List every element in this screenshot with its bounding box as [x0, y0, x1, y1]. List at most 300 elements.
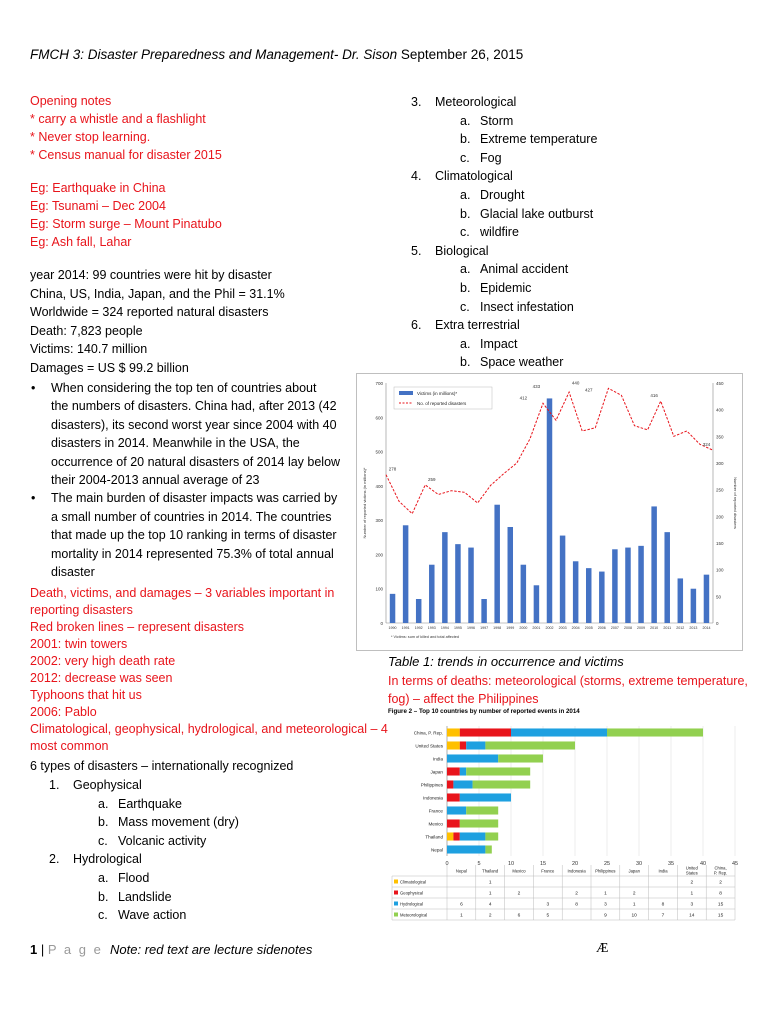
subtype-letter: a.: [98, 796, 109, 811]
table-cell: 6: [460, 902, 463, 908]
victims-bar: [547, 398, 552, 623]
country-label: Philippines: [420, 782, 443, 788]
x-tick-label: 2013: [689, 626, 698, 630]
disaster-point-label: 440: [571, 380, 580, 386]
bullet-line: disaster: [51, 565, 95, 580]
subtype-letter: a.: [460, 262, 471, 277]
y-tick-right: 300: [716, 461, 724, 466]
subtype-name: Drought: [480, 187, 525, 202]
subtype-name: Flood: [118, 870, 150, 885]
stat-line: Victims: 140.7 million: [30, 342, 148, 356]
table-row-label: Climatological: [400, 879, 427, 885]
bullet-line: disasters in 2014. Meanwhile in the USA, the: [51, 436, 300, 451]
victims-bar: [651, 506, 656, 623]
victims-bar: [612, 549, 617, 623]
table-col-header: India: [658, 868, 668, 874]
page-separator: |: [37, 942, 48, 957]
stacked-bar-segment: [466, 741, 485, 749]
table-cell: 8: [661, 902, 665, 908]
table-col-header: Thailand: [482, 868, 499, 874]
page-word: P a g e: [47, 942, 103, 957]
legend-line-label: No. of reported disasters: [417, 401, 467, 406]
table-cell: 2: [719, 880, 722, 886]
x-tick-label: 1992: [414, 626, 423, 630]
country-label: Mexico: [428, 821, 443, 827]
example-line: Eg: Ash fall, Lahar: [30, 235, 132, 249]
stat-line: Damages = US $ 99.2 billion: [30, 360, 189, 375]
table-cell: 6: [517, 913, 521, 919]
x-tick-label: 1993: [427, 626, 436, 630]
x-tick-label: 2002: [545, 626, 554, 630]
table-col-header: P. Rep.: [713, 870, 728, 876]
type-name: Meteorological: [435, 95, 517, 109]
footer-mark: Æ: [596, 941, 609, 956]
figure2-title: Figure 2 – Top 10 countries by number of reported events in 2014: [388, 708, 580, 715]
x-tick-label: 2005: [584, 626, 593, 630]
country-label: United States: [415, 743, 443, 749]
stacked-bar-segment: [447, 741, 460, 749]
bullet-line: a small number of countries in 2014. The countries: [51, 509, 332, 524]
stacked-bar-segment: [460, 832, 486, 840]
sidenote-line: most common: [30, 739, 109, 753]
note-line: * Never stop learning.: [30, 130, 151, 144]
example-notes: [30, 179, 222, 251]
y-axis-left-label: Number of reported victims (in millions)*: [362, 467, 367, 539]
table-col-header: States: [685, 870, 698, 876]
subtype-letter: a.: [98, 870, 109, 885]
type-item: [411, 93, 597, 112]
y-tick-left: 0: [380, 621, 383, 626]
subtype-item: [460, 205, 597, 224]
subtype-letter: c.: [98, 833, 108, 848]
deaths-note-line: fog) – affect the Philippines: [388, 692, 539, 706]
x-tick-label: 10: [507, 861, 515, 867]
victims-bar: [403, 525, 408, 623]
stacked-bar-segment: [466, 767, 530, 775]
y-tick-right: 450: [716, 381, 724, 386]
bullet-line: that made up the top 10 ranking in terms of disaster: [51, 528, 337, 543]
x-tick-label: 40: [699, 861, 707, 867]
subtype-letter: b.: [460, 132, 471, 147]
victims-bar: [704, 575, 709, 623]
subtype-item: [460, 130, 598, 149]
stacked-bar-segment: [498, 754, 543, 762]
x-tick-label: 1999: [506, 626, 515, 630]
table-cell: 1: [632, 902, 636, 908]
y-tick-right: 0: [716, 621, 719, 626]
table-cell: 2: [690, 880, 694, 886]
example-line: Eg: Earthquake in China: [30, 181, 166, 195]
y-tick-left: 300: [375, 518, 383, 524]
subtype-name: Space weather: [480, 355, 564, 370]
subtype-letter: b.: [460, 280, 471, 295]
table-cell: 4: [488, 902, 492, 908]
subtype-name: Fog: [480, 150, 502, 165]
country-label: China, P. Rep.: [413, 730, 443, 736]
bullet-icon: •: [31, 381, 36, 395]
subtype-name: Storm: [480, 113, 514, 128]
sidenote-line: Death, victims, and damages – 3 variables important in: [30, 586, 335, 600]
footer-note: Note: red text are lecture sidenotes: [110, 942, 313, 957]
course-title: FMCH 3: Disaster Preparedness and Management- Dr. Sison: [30, 47, 398, 62]
table-legend-swatch: [394, 902, 398, 906]
victims-disasters-chart: [356, 373, 743, 651]
victims-bar: [625, 548, 630, 623]
table-cell: 3: [690, 902, 694, 908]
subtype-name: Impact: [480, 336, 518, 351]
x-tick-label: 45: [731, 861, 739, 867]
top10-countries-chart: [386, 704, 743, 936]
stacked-bar-segment: [460, 819, 498, 827]
table-cell: 5: [546, 913, 550, 919]
type-number: 3.: [411, 95, 422, 109]
legend-bar-swatch: [399, 391, 413, 395]
victims-bar: [691, 589, 696, 623]
table-col-header: United: [685, 865, 698, 871]
disaster-point-label: 278: [388, 466, 397, 472]
stacked-bar-segment: [447, 845, 485, 853]
subtype-name: Wave action: [118, 908, 187, 923]
header-date: September 26, 2015: [397, 47, 524, 62]
table-cell: 1: [488, 891, 492, 897]
y-axis-right-label: Number of reported disasters: [733, 477, 738, 529]
table-col-header: Mexico: [512, 868, 526, 874]
table-cell: 3: [546, 902, 550, 908]
stats-block: [30, 266, 285, 377]
table-row-label: Meteorological: [400, 912, 428, 918]
disaster-point-label: 427: [584, 387, 593, 393]
x-tick-label: 2011: [663, 626, 672, 630]
type-number: 2.: [49, 852, 60, 867]
x-tick-label: 20: [571, 861, 579, 867]
x-tick-label: 0: [445, 861, 449, 867]
subtype-letter: b.: [98, 815, 109, 830]
victims-bar: [468, 548, 473, 623]
type-number: 6.: [411, 318, 422, 333]
y-tick-right: 50: [716, 594, 722, 600]
table-cell: 10: [631, 913, 637, 919]
page-header: [30, 47, 523, 62]
victims-bar: [508, 527, 513, 623]
bullet-line: their 2004-2013 annual average of 23: [51, 473, 260, 488]
x-tick-label: 25: [603, 861, 611, 867]
victims-bar: [664, 532, 669, 623]
note-line: * Census manual for disaster 2015: [30, 148, 222, 162]
sidenote-line: Red broken lines – represent disasters: [30, 620, 245, 634]
country-label: Thailand: [425, 834, 443, 840]
sidenote-line: Climatological, geophysical, hydrological, and meteorological – 4: [30, 722, 388, 736]
x-tick-label: 1994: [440, 626, 449, 630]
subtype-name: Earthquake: [118, 796, 182, 811]
type-name: Climatological: [435, 169, 513, 184]
subtype-letter: b.: [460, 355, 471, 370]
table-legend-swatch: [394, 913, 398, 917]
table-cell: 2: [632, 891, 636, 897]
x-tick-label: 2006: [597, 626, 606, 630]
y-tick-right: 200: [716, 514, 724, 520]
x-tick-label: 2003: [558, 626, 567, 630]
type-name: Geophysical: [73, 778, 142, 792]
stacked-bar-segment: [460, 767, 466, 775]
type-item: [49, 776, 239, 795]
victims-bar: [678, 578, 683, 623]
subtype-item: [460, 298, 597, 317]
x-tick-label: 2007: [610, 626, 619, 630]
stacked-bar-segment: [511, 728, 607, 736]
example-line: Eg: Storm surge – Mount Pinatubo: [30, 217, 222, 231]
table-col-header: France: [541, 868, 555, 874]
stacked-bar-segment: [447, 767, 460, 775]
country-label: India: [433, 756, 443, 762]
type-number: 1.: [49, 778, 60, 792]
stacked-bar-segment: [447, 819, 460, 827]
sidenote-line: Typhoons that hit us: [30, 688, 142, 702]
sidenote-line: reporting disasters: [30, 603, 133, 617]
table-row-label: Geophysical: [400, 890, 424, 896]
deaths-note-line: In terms of deaths: meteorological (storms, extreme temperature,: [388, 674, 748, 688]
y-tick-right: 150: [716, 541, 724, 546]
table-col-header: China,: [714, 865, 727, 871]
stacked-bar-segment: [453, 832, 459, 840]
disaster-point-label: 412: [519, 395, 528, 401]
table-col-header: Philippines: [595, 868, 616, 874]
table-cell: 15: [717, 913, 724, 919]
subtype-letter: c.: [98, 908, 108, 923]
sidenote-line: 2002: very high death rate: [30, 654, 176, 668]
sidenote-line: 2001: twin towers: [30, 637, 128, 651]
chart-footnote: * Victims: sum of killed and total affected: [391, 635, 460, 639]
subtype-item: [98, 888, 239, 907]
victims-bar: [560, 536, 565, 623]
table-cell: 3: [604, 902, 607, 908]
disaster-point-label: 433: [532, 384, 541, 390]
x-tick-label: 2008: [623, 626, 632, 630]
bullet-line: The main burden of disaster impacts was carried by: [51, 491, 338, 506]
x-tick-label: 2004: [571, 626, 580, 630]
type-number: 4.: [411, 169, 422, 184]
bullet-line: mortality in 2014 represented 75.3% of total annual: [51, 546, 334, 561]
table-cell: 2: [575, 891, 578, 897]
country-label: France: [428, 808, 443, 814]
page-number: 1: [30, 942, 38, 957]
sidenote-line: 2012: decrease was seen: [30, 671, 173, 685]
opening-notes: [30, 92, 222, 164]
subtype-name: Extreme temperature: [480, 132, 598, 147]
subtype-name: Landslide: [118, 889, 172, 904]
x-tick-label: 1997: [480, 626, 489, 630]
table-cell: 2: [488, 913, 492, 919]
stacked-bar-segment: [460, 741, 466, 749]
stacked-bar-segment: [447, 754, 498, 762]
subtype-letter: b.: [98, 889, 109, 904]
table-legend-swatch: [394, 891, 398, 895]
x-tick-label: 2000: [519, 626, 528, 630]
disaster-point-label: 324: [702, 442, 711, 448]
victims-bar: [586, 568, 591, 623]
table-cell: 9: [604, 913, 607, 919]
bullet-line: disasters), its second worst year since 2004 with 40: [51, 417, 337, 432]
victims-bar: [390, 594, 395, 623]
stat-line: Death: 7,823 people: [30, 323, 143, 338]
table-cell: 1: [690, 891, 694, 897]
page-footer: [30, 942, 312, 957]
subtype-item: [460, 260, 597, 279]
types-list-right: [411, 93, 598, 372]
stacked-bar-segment: [447, 780, 453, 788]
subtype-letter: c.: [460, 225, 470, 240]
bullet-line: When considering the top ten of countries about: [51, 381, 317, 395]
note-line: * carry a whistle and a flashlight: [30, 112, 206, 126]
subtype-item: [98, 832, 239, 851]
subtype-item: [460, 279, 597, 298]
x-tick-label: 2012: [676, 626, 685, 630]
type-item: [411, 316, 597, 335]
type-name: Extra terrestrial: [435, 318, 520, 333]
deaths-note: [388, 672, 748, 708]
victims-bar: [573, 561, 578, 623]
subtype-name: Animal accident: [480, 262, 569, 277]
victims-bar: [599, 572, 604, 623]
x-tick-label: 5: [477, 861, 481, 867]
subtype-letter: c.: [460, 299, 470, 314]
stacked-bar-segment: [466, 806, 498, 814]
bullet-item: [31, 489, 340, 581]
stacked-bar-segment: [485, 741, 575, 749]
y-tick-left: 600: [375, 415, 383, 421]
table-cell: 1: [460, 913, 463, 919]
y-tick-left: 100: [375, 586, 383, 592]
subtype-item: [460, 149, 597, 168]
y-tick-left: 200: [375, 552, 383, 558]
subtype-item: [98, 795, 239, 814]
table-cell: 8: [575, 902, 578, 908]
table-cell: 1: [488, 880, 492, 886]
subtype-letter: a.: [460, 187, 471, 202]
stacked-bar-segment: [485, 845, 491, 853]
x-tick-label: 2014: [702, 626, 711, 630]
table-cell: 15: [717, 902, 724, 908]
bullet-line: occurrence of 20 natural disasters of 2014 lay below: [51, 454, 341, 469]
victims-bar: [429, 565, 434, 623]
note-line: Opening notes: [30, 94, 112, 108]
y-tick-left: 700: [375, 381, 383, 386]
subtype-name: Mass movement (dry): [118, 815, 239, 830]
subtype-letter: a.: [460, 336, 471, 351]
table-col-header: Indonesia: [567, 868, 586, 874]
stat-line: year 2014: 99 countries were hit by disaster: [30, 268, 272, 282]
y-tick-right: 350: [716, 434, 724, 440]
type-item: [411, 242, 597, 261]
subtype-item: [460, 335, 597, 354]
subtype-letter: b.: [460, 206, 471, 221]
x-tick-label: 1990: [388, 626, 397, 630]
stat-line: China, US, India, Japan, and the Phil = 31.1%: [30, 286, 285, 301]
subtype-item: [460, 186, 597, 205]
stacked-bar-segment: [473, 780, 531, 788]
x-tick-label: 1991: [401, 626, 410, 630]
stacked-bar-segment: [447, 806, 466, 814]
subtype-name: Epidemic: [480, 280, 532, 295]
table-cell: 8: [719, 891, 722, 897]
subtype-item: [98, 906, 239, 925]
legend-bar-label: Victims (in millions)*: [417, 391, 458, 396]
table-col-header: Japan: [628, 868, 640, 874]
subtype-item: [98, 869, 239, 888]
type-item: [411, 167, 597, 186]
y-tick-right: 400: [716, 407, 724, 413]
bullet-list: [31, 379, 341, 581]
table-cell: 2: [517, 891, 521, 897]
example-line: Eg: Tsunami – Dec 2004: [30, 199, 166, 213]
lecture-sidenotes: [30, 585, 388, 755]
victims-bar: [481, 599, 486, 623]
victims-bar: [416, 599, 421, 623]
types-heading: 6 types of disasters – internationally recognized: [30, 759, 294, 773]
bullet-icon: •: [31, 491, 36, 506]
stacked-bar-segment: [447, 832, 453, 840]
x-tick-label: 1998: [493, 626, 502, 630]
victims-bar: [534, 585, 539, 623]
country-label: Nepal: [430, 847, 443, 853]
table-cell: 7: [661, 913, 665, 919]
subtype-letter: c.: [460, 150, 470, 165]
x-tick-label: 1995: [453, 626, 462, 630]
subtype-item: [460, 353, 597, 372]
subtype-name: Insect infestation: [480, 299, 574, 314]
subtype-item: [460, 223, 597, 242]
subtype-name: Glacial lake outburst: [480, 206, 594, 221]
victims-bar: [638, 546, 643, 623]
victims-bar: [455, 544, 460, 623]
x-tick-label: 15: [539, 861, 547, 867]
country-label: Indonesia: [423, 795, 443, 801]
y-tick-right: 250: [716, 487, 724, 493]
type-name: Hydrological: [73, 852, 142, 867]
type-number: 5.: [411, 243, 422, 258]
bullet-line: the numbers of disasters. China had, after 2013 (42: [51, 399, 337, 414]
subtype-name: wildfire: [480, 225, 519, 240]
stacked-bar-segment: [607, 728, 703, 736]
x-tick-label: 35: [667, 861, 675, 867]
stacked-bar-segment: [460, 793, 511, 801]
x-tick-label: 2010: [650, 626, 659, 630]
y-tick-left: 500: [375, 449, 383, 455]
table-legend-swatch: [394, 880, 398, 884]
table-cell: 1: [604, 891, 607, 897]
y-tick-left: 400: [375, 483, 383, 489]
subtype-item: [98, 813, 239, 832]
y-tick-right: 100: [716, 567, 724, 573]
country-label: Japan: [430, 769, 443, 775]
subtype-item: [460, 112, 597, 131]
type-item: [49, 850, 239, 869]
disaster-point-label: 259: [428, 476, 436, 482]
stacked-bar-segment: [453, 780, 472, 788]
stacked-bar-segment: [485, 832, 498, 840]
bullet-item: [31, 379, 341, 489]
x-tick-label: 1996: [467, 626, 476, 630]
stat-line: Worldwide = 324 reported natural disasters: [30, 305, 269, 319]
table-col-header: Nepal: [455, 868, 467, 874]
x-tick-label: 30: [635, 861, 643, 867]
x-tick-label: 2009: [637, 626, 646, 630]
type-name: Biological: [435, 243, 489, 258]
types-list-left: [49, 776, 239, 925]
table-row-label: Hydrological: [400, 901, 424, 907]
subtype-name: Volcanic activity: [118, 833, 207, 848]
disaster-point-label: 416: [650, 393, 658, 399]
victims-bar: [442, 532, 447, 623]
